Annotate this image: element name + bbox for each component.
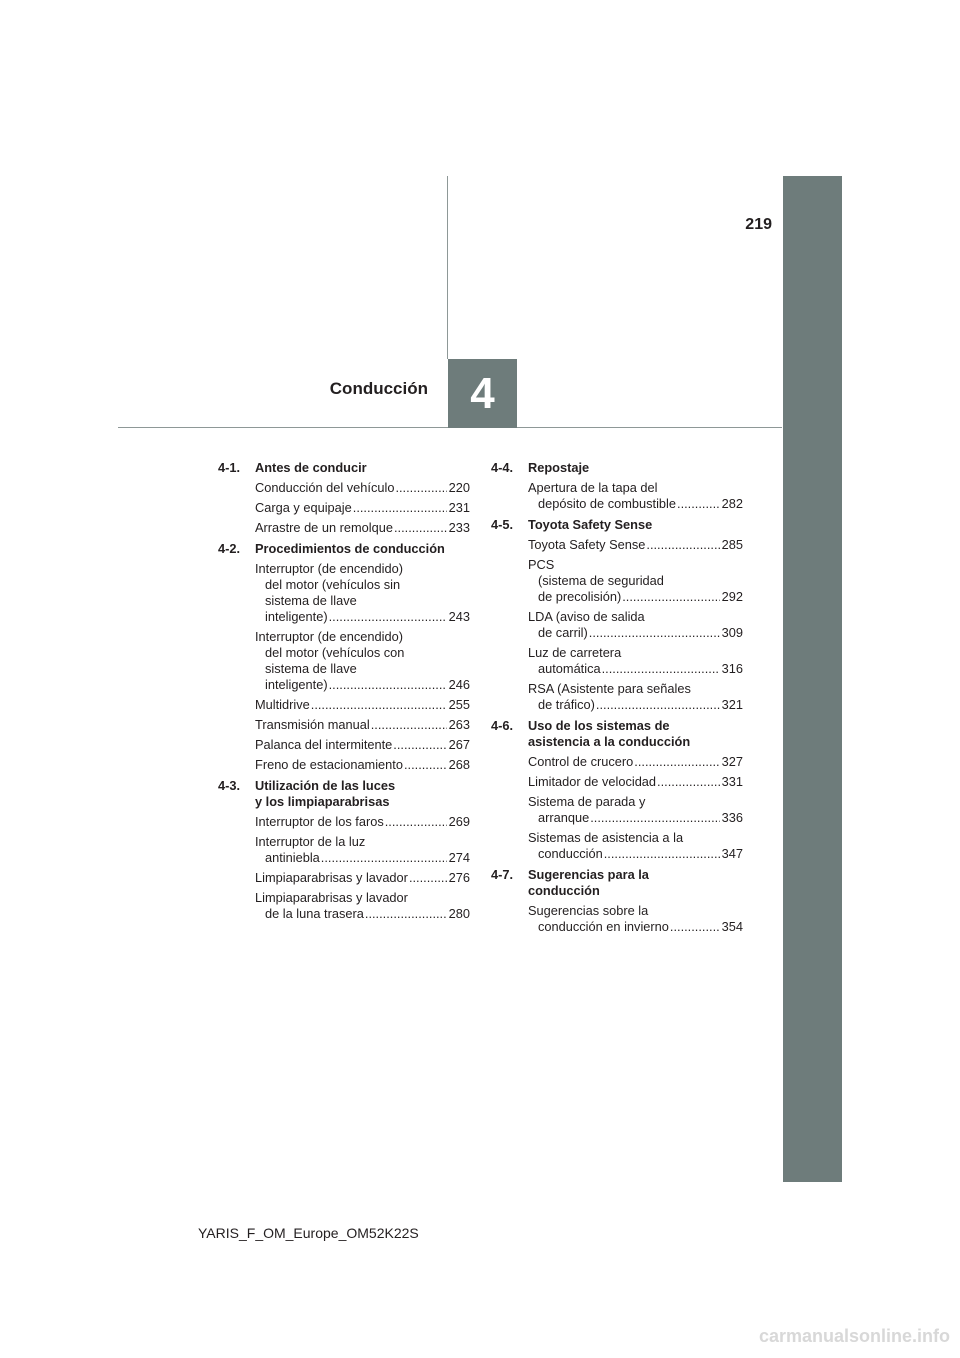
toc-entry-page: 263: [448, 717, 470, 732]
section-heading: [218, 460, 470, 476]
toc-entry-page: 321: [721, 697, 743, 712]
toc-entry-page: 282: [721, 496, 743, 511]
toc-entry-line: [255, 677, 470, 693]
toc-entry-line: [528, 537, 743, 553]
section-number: 4-3.: [218, 778, 241, 793]
toc-entry-page: 292: [721, 589, 743, 604]
toc-entry-line: [255, 814, 470, 830]
toc-entry-page: 220: [448, 480, 470, 495]
dot-leader: [677, 496, 720, 512]
toc-entry-line: [255, 645, 470, 661]
toc-section: [491, 517, 743, 713]
toc-entry[interactable]: [528, 557, 743, 605]
toc-entry-line: [255, 850, 470, 866]
toc-entry-line: [255, 480, 470, 496]
dot-leader: [393, 737, 446, 753]
dot-leader: [589, 625, 720, 641]
toc-entry-page: 231: [448, 500, 470, 515]
toc-entry-text: Palanca del intermitente: [255, 737, 393, 752]
dot-leader: [365, 906, 447, 922]
dot-leader: [590, 810, 719, 826]
section-number: 4-6.: [491, 718, 514, 733]
section-number: 4-2.: [218, 541, 241, 556]
toc-entry-line: [528, 557, 743, 573]
toc-entry-page: 336: [721, 810, 743, 825]
toc-entry[interactable]: [255, 834, 470, 866]
toc-entry-line: [528, 645, 743, 661]
toc-entry-text: inteligente): [265, 609, 328, 624]
toc-entry-line: [528, 794, 743, 810]
dot-leader: [604, 846, 720, 862]
toc-entry-page: 243: [448, 609, 470, 624]
toc-entry[interactable]: [528, 537, 743, 553]
section-heading: [218, 778, 470, 810]
toc-entry-text: LDA (aviso de salida: [528, 609, 645, 624]
section-title: Utilización de las luces y los limpiaparabrisas: [255, 778, 396, 809]
section-number: 4-7.: [491, 867, 514, 882]
dot-leader: [385, 814, 447, 830]
dot-leader: [622, 589, 719, 605]
toc-entry-line: [528, 589, 743, 605]
toc-entry-line: [528, 480, 743, 496]
toc-entry-text: Interruptor de la luz: [255, 834, 366, 849]
toc-entry-line: [255, 629, 470, 645]
toc-entry-text: Freno de estacionamiento: [255, 757, 403, 772]
toc-entry[interactable]: [528, 480, 743, 512]
toc-entry-page: 316: [721, 661, 743, 676]
toc-entry[interactable]: [528, 609, 743, 641]
toc-entry-line: [528, 810, 743, 826]
toc-entry-line: [528, 774, 743, 790]
toc-entry-text: del motor (vehículos sin: [265, 577, 401, 592]
toc-entry-line: [255, 561, 470, 577]
toc-entry-line: [528, 573, 743, 589]
toc-entry-page: 269: [448, 814, 470, 829]
section-number: 4-1.: [218, 460, 241, 475]
toc-entry-line: [528, 681, 743, 697]
toc-entry[interactable]: [528, 754, 743, 770]
toc-entry-text: conducción: [538, 846, 603, 861]
dot-leader: [329, 677, 447, 693]
toc-entry-text: depósito de combustible: [538, 496, 677, 511]
dot-leader: [404, 757, 447, 773]
toc-entry-text: Interruptor (de encendido): [255, 561, 403, 576]
toc-entry-page: 327: [721, 754, 743, 769]
dot-leader: [602, 661, 720, 677]
page-number: 219: [745, 216, 772, 233]
toc-entry[interactable]: [528, 645, 743, 677]
dot-leader: [353, 500, 447, 516]
toc-entry[interactable]: [255, 697, 470, 713]
toc-entry-page: 276: [448, 870, 470, 885]
section-heading: [218, 541, 470, 557]
toc-entry-page: 347: [721, 846, 743, 861]
toc-entry[interactable]: [255, 500, 470, 516]
toc-entry-page: 331: [721, 774, 743, 789]
toc-entry-line: [528, 830, 743, 846]
toc-entry-page: 285: [721, 537, 743, 552]
toc-entry-line: [528, 625, 743, 641]
toc-entry-text: Conducción del vehículo: [255, 480, 395, 495]
toc-entry-page: 309: [721, 625, 743, 640]
toc-entry-line: [255, 593, 470, 609]
dot-leader: [394, 520, 447, 536]
toc-entry[interactable]: [255, 737, 470, 753]
toc-entry-line: [528, 609, 743, 625]
dot-leader: [646, 537, 719, 553]
toc-entry-text: de precolisión): [538, 589, 622, 604]
toc-section: [218, 460, 470, 536]
toc-entry-text: Toyota Safety Sense: [528, 537, 646, 552]
toc-entry-line: [255, 520, 470, 536]
toc-entry-line: [528, 754, 743, 770]
toc-entry[interactable]: [255, 629, 470, 693]
section-title: Repostaje: [528, 460, 590, 475]
toc-entry-text: PCS: [528, 557, 555, 572]
dot-leader: [395, 480, 446, 496]
toc-entry-line: [528, 903, 743, 919]
toc-entry[interactable]: [255, 717, 470, 733]
toc-entry-text: Arrastre de un remolque: [255, 520, 393, 535]
toc-entry-text: arranque: [538, 810, 590, 825]
toc-entry-text: sistema de llave: [265, 593, 357, 608]
toc-entry[interactable]: [528, 794, 743, 826]
toc-entry-text: del motor (vehículos con: [265, 645, 405, 660]
chapter-number-box: 4: [448, 359, 517, 428]
toc-entry[interactable]: [528, 774, 743, 790]
toc-entry-page: 255: [448, 697, 470, 712]
toc-entry-line: [255, 697, 470, 713]
chapter-side-tab: [783, 176, 842, 1182]
toc-entry-line: [255, 500, 470, 516]
section-title: Uso de los sistemas de asistencia a la conducción: [528, 718, 691, 749]
section-heading: [491, 718, 743, 750]
toc-entry-text: de carril): [538, 625, 588, 640]
toc-entry-text: Multidrive: [255, 697, 310, 712]
toc-entry-page: 280: [448, 906, 470, 921]
toc-entry[interactable]: [255, 814, 470, 830]
dot-leader: [321, 850, 447, 866]
toc-entry[interactable]: [255, 890, 470, 922]
toc-entry[interactable]: [528, 830, 743, 862]
dot-leader: [596, 697, 720, 713]
toc-entry-text: Sistema de parada y: [528, 794, 646, 809]
toc-entry-line: [255, 906, 470, 922]
toc-entry-text: inteligente): [265, 677, 328, 692]
toc-entry-text: Control de crucero: [528, 754, 634, 769]
dot-leader: [657, 774, 720, 790]
dot-leader: [329, 609, 447, 625]
toc-entry-text: Limitador de velocidad: [528, 774, 657, 789]
toc-entry[interactable]: [255, 480, 470, 496]
toc-entry[interactable]: [528, 903, 743, 935]
toc-entry-text: de tráfico): [538, 697, 595, 712]
toc-section: [491, 718, 743, 862]
toc-section: [218, 541, 470, 773]
toc-entry-line: [528, 697, 743, 713]
section-title: Antes de conducir: [255, 460, 367, 475]
toc-section: [218, 778, 470, 922]
section-title: Sugerencias para la conducción: [528, 867, 649, 898]
section-heading: [491, 517, 743, 533]
toc-entry-text: (sistema de seguridad: [538, 573, 664, 588]
section-heading: [491, 867, 743, 899]
toc-entry-line: [528, 496, 743, 512]
toc-entry-text: Limpiaparabrisas y lavador: [255, 870, 408, 885]
toc-entry-text: Luz de carretera: [528, 645, 622, 660]
toc-column-left: [218, 460, 470, 927]
watermark: carmanualsonline.info: [758, 1326, 950, 1346]
section-heading: [491, 460, 743, 476]
toc-entry-text: Transmisión manual: [255, 717, 370, 732]
toc-entry-line: [255, 870, 470, 886]
document-code-footer: YARIS_F_OM_Europe_OM52K22S: [198, 1225, 419, 1241]
toc-entry-text: de la luna trasera: [265, 906, 364, 921]
toc-entry-page: 274: [448, 850, 470, 865]
section-title: Procedimientos de conducción: [255, 541, 445, 556]
toc-entry-text: sistema de llave: [265, 661, 357, 676]
toc-section: [491, 460, 743, 512]
section-number: 4-4.: [491, 460, 514, 475]
toc-entry-line: [255, 717, 470, 733]
toc-entry[interactable]: [255, 870, 470, 886]
toc-entry[interactable]: [255, 561, 470, 625]
toc-entry-page: 233: [448, 520, 470, 535]
toc-entry[interactable]: [255, 520, 470, 536]
section-number: 4-5.: [491, 517, 514, 532]
toc-entry-text: Limpiaparabrisas y lavador: [255, 890, 408, 905]
toc-entry-page: 354: [721, 919, 743, 934]
dot-leader: [371, 717, 447, 733]
toc-column-right: [491, 460, 743, 940]
toc-entry-text: Apertura de la tapa del: [528, 480, 658, 495]
dot-leader: [311, 697, 447, 713]
toc-entry-page: 267: [448, 737, 470, 752]
toc-entry[interactable]: [255, 757, 470, 773]
section-title: Toyota Safety Sense: [528, 517, 653, 532]
toc-entry-text: RSA (Asistente para señales: [528, 681, 691, 696]
dot-leader: [409, 870, 447, 886]
toc-entry-text: antiniebla: [265, 850, 320, 865]
dot-leader: [634, 754, 719, 770]
toc-entry[interactable]: [528, 681, 743, 713]
toc-entry-text: automática: [538, 661, 601, 676]
toc-entry-line: [528, 846, 743, 862]
toc-entry-line: [255, 661, 470, 677]
toc-entry-line: [255, 609, 470, 625]
dot-leader: [670, 919, 720, 935]
toc-entry-page: 268: [448, 757, 470, 772]
toc-entry-text: Interruptor (de encendido): [255, 629, 403, 644]
toc-entry-text: Interruptor de los faros: [255, 814, 384, 829]
vertical-rule: [447, 176, 448, 359]
toc-entry-text: Carga y equipaje: [255, 500, 352, 515]
toc-entry-line: [255, 757, 470, 773]
toc-section: [491, 867, 743, 935]
toc-entry-page: 246: [448, 677, 470, 692]
toc-entry-text: Sugerencias sobre la: [528, 903, 649, 918]
toc-entry-line: [255, 737, 470, 753]
toc-entry-text: Sistemas de asistencia a la: [528, 830, 684, 845]
toc-entry-text: conducción en invierno: [538, 919, 669, 934]
chapter-title: Conducción: [329, 379, 428, 398]
toc-entry-line: [255, 577, 470, 593]
toc-entry-line: [255, 834, 470, 850]
toc-entry-line: [528, 919, 743, 935]
toc-entry-line: [255, 890, 470, 906]
toc-entry-line: [528, 661, 743, 677]
